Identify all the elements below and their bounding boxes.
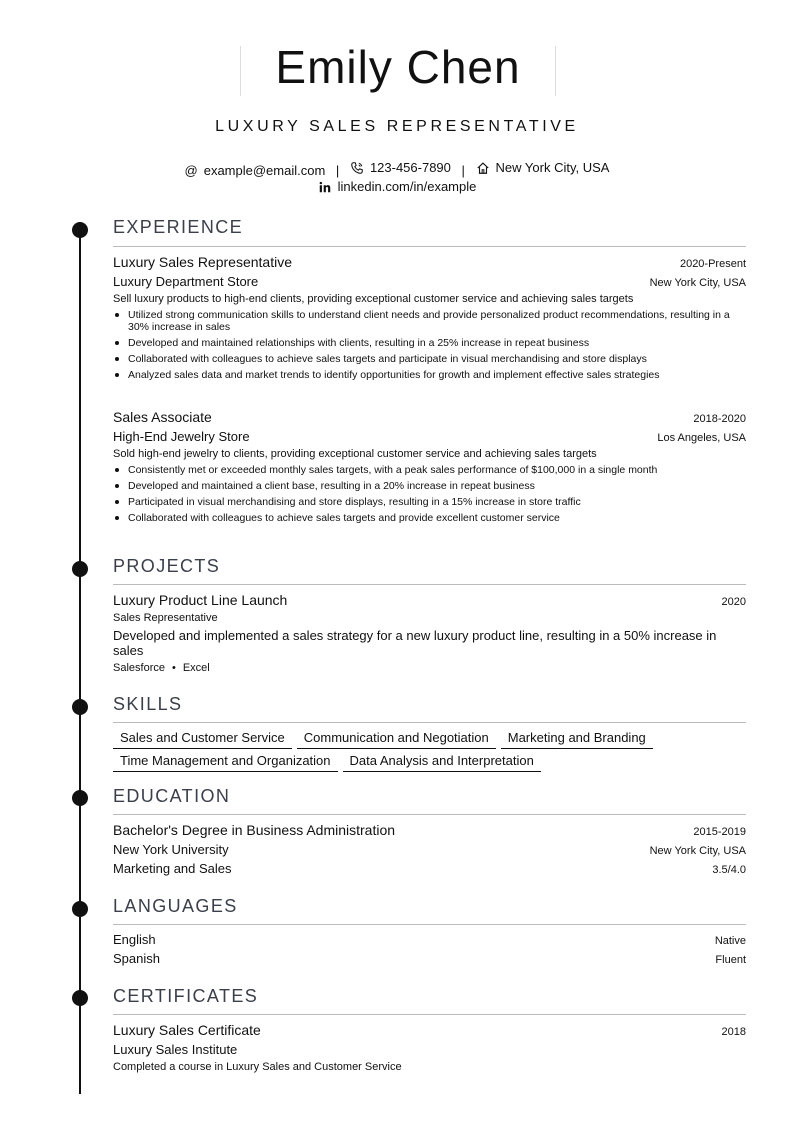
- section-divider: [113, 722, 746, 723]
- candidate-name: Emily Chen: [275, 41, 521, 93]
- timeline-dot: [72, 990, 88, 1006]
- education-dates: 2015-2019: [693, 826, 746, 838]
- list-item: Developed and maintained relationships with clients, resulting in a 25% increase in repeat business: [113, 337, 746, 349]
- certificate-header: [113, 1021, 746, 1039]
- linkedin-row: [0, 178, 794, 199]
- job-dates: 2020-Present: [679, 258, 746, 270]
- section-title-projects: PROJECTS: [113, 556, 221, 576]
- gpa: 3.5/4.0: [712, 864, 746, 876]
- name-block: [240, 41, 556, 96]
- skills-list: [113, 730, 746, 776]
- location-contact: [476, 159, 610, 177]
- project-year: 2020: [721, 596, 746, 608]
- phone-icon: [350, 161, 364, 175]
- list-item: Analyzed sales data and market trends to identify opportunities for growth and implement effective sales strategies: [113, 369, 746, 381]
- job-summary: Sold high-end jewelry to clients, providing exceptional customer service and achieving sales targets: [113, 448, 597, 460]
- home-icon: [476, 161, 490, 175]
- certificate-name: Luxury Sales Certificate: [113, 1022, 261, 1038]
- phone-text: 123-456-7890: [369, 160, 451, 175]
- job-role: Luxury Sales Representative: [113, 254, 292, 270]
- company-name: High-End Jewelry Store: [113, 429, 250, 444]
- section-title-skills: SKILLS: [113, 694, 183, 714]
- project-tools: [113, 662, 746, 674]
- job-bullets: [113, 309, 746, 385]
- tool-tag: Salesforce: [113, 662, 165, 674]
- contact-separator: |: [335, 163, 340, 178]
- job-role: Sales Associate: [113, 409, 212, 425]
- experience-entry-1-company-row: [113, 273, 746, 290]
- experience-entry-2-header: [113, 408, 746, 426]
- education-header: [113, 821, 746, 839]
- linkedin-text: linkedin.com/in/example: [337, 179, 477, 194]
- timeline-line: [79, 222, 81, 1094]
- section-divider: [113, 1014, 746, 1015]
- project-description: Developed and implemented a sales strategy for a new luxury product line, resulting in a 50% increase in sales: [113, 628, 717, 658]
- list-item: Utilized strong communication skills to understand client needs and provide personalized product recommendations, resulting in a 30% increase in sales: [113, 309, 746, 333]
- language-level: Fluent: [715, 954, 746, 966]
- job-title: LUXURY SALES REPRESENTATIVE: [215, 118, 579, 135]
- skill-tag: Communication and Negotiation: [297, 730, 496, 749]
- section-divider: [113, 246, 746, 247]
- section-title-languages: LANGUAGES: [113, 896, 238, 916]
- email-text: example@email.com: [203, 163, 326, 178]
- timeline-dot: [72, 901, 88, 917]
- section-divider: [113, 924, 746, 925]
- project-role: Sales Representative: [113, 612, 218, 624]
- timeline-dot: [72, 699, 88, 715]
- list-item: Participated in visual merchandising and store displays, resulting in a 15% increase in store traffic: [113, 496, 746, 508]
- project-name: Luxury Product Line Launch: [113, 592, 288, 608]
- tool-tag: Excel: [182, 662, 210, 674]
- list-item: Collaborated with colleagues to achieve sales targets and participate in visual merchandising and store displays: [113, 353, 746, 365]
- list-item: Collaborated with colleagues to achieve sales targets and provide excellent customer service: [113, 512, 746, 524]
- language-row: [113, 950, 746, 967]
- contact-row: [0, 159, 794, 180]
- education-major-row: [113, 860, 746, 877]
- company-name: Luxury Department Store: [113, 274, 259, 289]
- linkedin-icon: [318, 180, 332, 194]
- timeline-dot: [72, 790, 88, 806]
- job-summary: Sell luxury products to high-end clients, providing exceptional customer service and achieving sales targets: [113, 293, 634, 305]
- language-row: [113, 931, 746, 948]
- language-name: Spanish: [113, 951, 160, 966]
- at-icon: @: [184, 163, 198, 178]
- certificate-year: 2018: [721, 1026, 746, 1038]
- certificate-description: Completed a course in Luxury Sales and Customer Service: [113, 1061, 402, 1073]
- skill-tag: Data Analysis and Interpretation: [343, 753, 541, 772]
- language-name: English: [113, 932, 156, 947]
- project-header: [113, 591, 746, 609]
- certificate-issuer: Luxury Sales Institute: [113, 1042, 238, 1057]
- company-location: New York City, USA: [649, 277, 746, 289]
- location-text: New York City, USA: [495, 160, 610, 175]
- experience-entry-2-company-row: [113, 428, 746, 445]
- degree: Bachelor's Degree in Business Administration: [113, 822, 396, 838]
- skill-tag: Marketing and Branding: [501, 730, 653, 749]
- tool-separator: •: [171, 662, 176, 674]
- timeline-dot: [72, 222, 88, 238]
- major: Marketing and Sales: [113, 861, 232, 876]
- section-title-certificates: CERTIFICATES: [113, 986, 259, 1006]
- company-location: Los Angeles, USA: [657, 432, 746, 444]
- contact-separator: |: [461, 163, 465, 178]
- section-divider: [113, 814, 746, 815]
- phone-contact[interactable]: [350, 159, 451, 177]
- school-name: New York University: [113, 842, 229, 857]
- section-title-experience: EXPERIENCE: [113, 217, 244, 237]
- timeline-dot: [72, 561, 88, 577]
- section-divider: [113, 584, 746, 585]
- list-item: Consistently met or exceeded monthly sales targets, with a peak sales performance of $100,000 in a single month: [113, 464, 746, 476]
- list-item: Developed and maintained a client base, resulting in a 20% increase in repeat business: [113, 480, 746, 492]
- skill-tag: Time Management and Organization: [113, 753, 338, 772]
- education-school-row: [113, 841, 746, 858]
- language-level: Native: [714, 935, 746, 947]
- linkedin-contact[interactable]: [318, 178, 477, 196]
- job-bullets: [113, 464, 746, 528]
- certificate-issuer-row: [113, 1041, 746, 1058]
- experience-entry-1-header: [113, 253, 746, 271]
- skill-tag: Sales and Customer Service: [113, 730, 292, 749]
- section-title-education: EDUCATION: [113, 786, 231, 806]
- school-location: New York City, USA: [649, 845, 746, 857]
- job-dates: 2018-2020: [693, 413, 746, 425]
